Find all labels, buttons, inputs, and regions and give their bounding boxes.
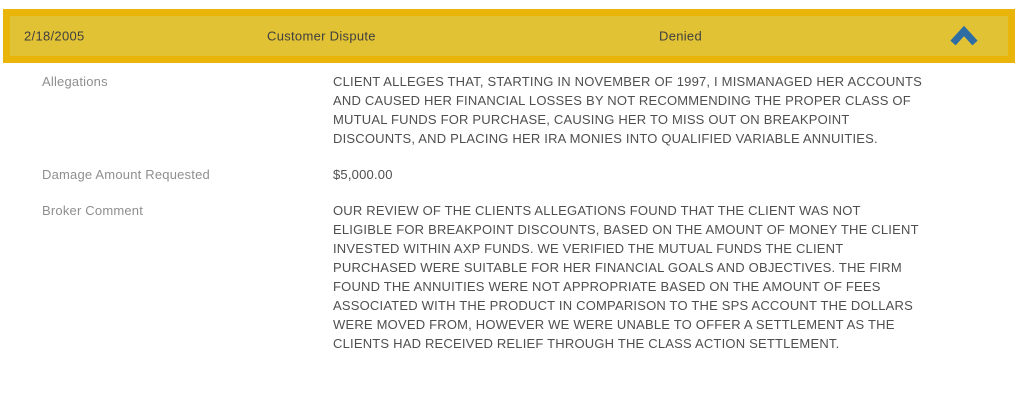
damage-amount-value: $5,000.00 <box>333 167 393 182</box>
chevron-up-icon <box>949 26 979 46</box>
broker-comment-value: OUR REVIEW OF THE CLIENTS ALLEGATIONS FOUND THAT THE CLIENT WAS NOT ELIGIBLE FOR BREAKPOINT DISCOUNTS, BASED ON THE AMOUNT OF MONEY THE CLIENT INVESTED WITHIN AXP FUNDS. WE VERIFIED THE MUTUAL FUNDS THE CLIENT PURCHASED WERE SUITABLE FOR HER FINANCIAL GOALS AND OBJECTIVES. THE FIRM FOUND THE ANNUITIES WERE NOT APPROPRIATE BASED ON THE AMOUNT OF FEES ASSOCIATED WITH THE PRODUCT IN COMPARISON TO THE SPS ACCOUNT THE DOLLARS WERE MOVED FROM, HOWEVER WE WERE UNABLE TO OFFER A SETTLEMENT AS THE CLIENTS HAD RECEIVED RELIEF THROUGH THE CLASS ACTION SETTLEMENT. <box>333 203 919 351</box>
detail-row-allegations <box>42 72 928 148</box>
detail-row-damage-amount <box>42 165 928 184</box>
damage-amount-label: Damage Amount Requested <box>42 167 210 182</box>
disclosure-record-header[interactable] <box>3 9 1015 63</box>
collapse-record-button[interactable] <box>948 25 980 47</box>
disclosure-date: 2/18/2005 <box>24 28 85 44</box>
disclosure-status: Denied <box>659 28 702 44</box>
disclosure-details <box>42 72 928 370</box>
broker-comment-label: Broker Comment <box>42 203 144 218</box>
allegations-label: Allegations <box>42 74 108 89</box>
disclosure-type: Customer Dispute <box>267 28 376 44</box>
allegations-value: CLIENT ALLEGES THAT, STARTING IN NOVEMBER OF 1997, I MISMANAGED HER ACCOUNTS AND CAUSED HER FINANCIAL LOSSES BY NOT RECOMMENDING THE PROPER CLASS OF MUTUAL FUNDS FOR PURCHASE, CAUSING HER TO MISS OUT ON BREAKPOINT DISCOUNTS, AND PLACING HER IRA MONIES INTO QUALIFIED VARIABLE ANNUITIES. <box>333 74 923 146</box>
detail-row-broker-comment <box>42 201 928 353</box>
